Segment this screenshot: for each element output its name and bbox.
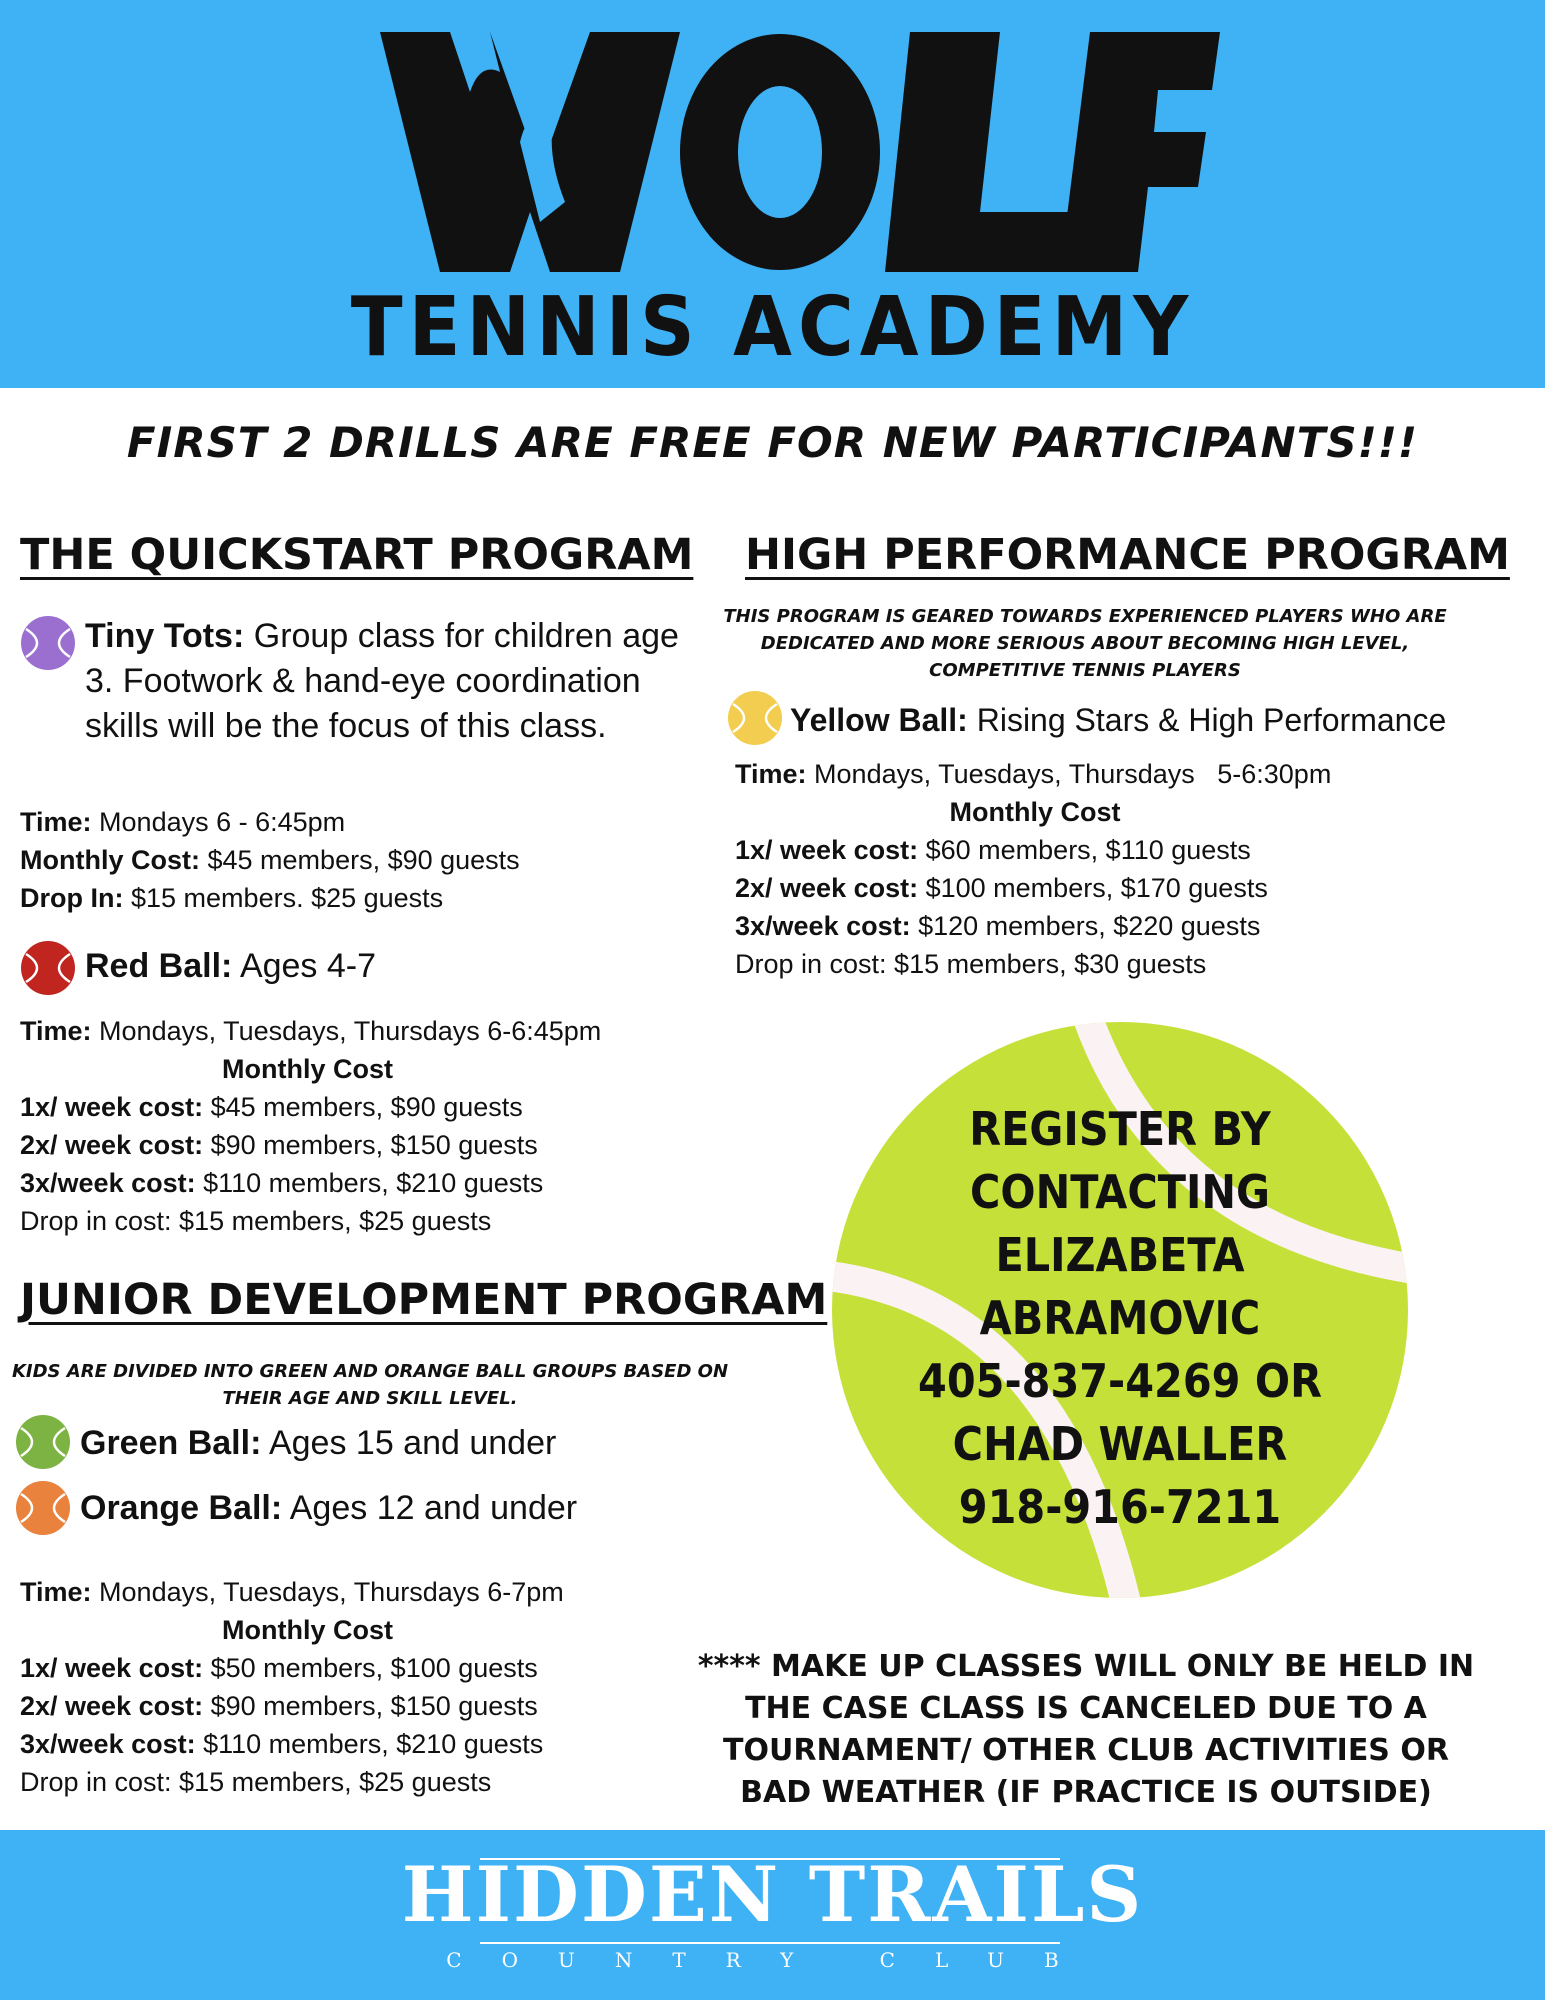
register-line: CONTACTING: [970, 1165, 1270, 1219]
time-value: Mondays, Tuesdays, Thursdays 6-7pm: [99, 1577, 564, 1607]
red-ball-desc: [85, 944, 376, 989]
orange-ball-desc: [80, 1486, 577, 1531]
tiny-tots-dropin-row: [20, 879, 520, 917]
register-line: CHAD WALLER: [952, 1417, 1288, 1471]
club-subtitle: COUNTRY CLUB: [446, 1948, 1099, 1972]
red-ball-icon: [20, 940, 76, 996]
dropin-row: Drop in cost: $15 members, $30 guests: [735, 949, 1207, 979]
orange-ball-name: Orange Ball:: [80, 1489, 283, 1527]
register-phone: 405-837-4269 OR: [918, 1354, 1322, 1408]
cost-label: 3x/week cost:: [735, 911, 911, 941]
time-label: Time:: [20, 807, 92, 837]
time-label: Time:: [20, 1016, 92, 1046]
high-performance-note: THIS PROGRAM IS GEARED TOWARDS EXPERIENCED PLAYERS WHO ARE DEDICATED AND MORE SERIOUS ABOUT BECOMING HIGH LEVEL, COMPETITIVE TENNIS PLAYERS: [723, 606, 1447, 681]
tiny-tots-details: [20, 803, 520, 917]
time-label: Time:: [735, 759, 807, 789]
monthly-value: $45 members, $90 guests: [207, 845, 520, 875]
cost-value: $100 members, $170 guests: [925, 873, 1268, 903]
cost-row-3x: [20, 1164, 755, 1202]
cost-value: $45 members, $90 guests: [210, 1092, 523, 1122]
cost-label: 2x/ week cost:: [735, 873, 919, 903]
wolf-logo: [380, 22, 1220, 282]
time-value: Mondays, Tuesdays, Thursdays 6-6:45pm: [99, 1016, 602, 1046]
junior-note: KIDS ARE DIVIDED INTO GREEN AND ORANGE BALL GROUPS BASED ON THEIR AGE AND SKILL LEVEL.: [11, 1361, 729, 1409]
cost-row-3x: [735, 907, 1455, 945]
cost-row-3x: [20, 1725, 755, 1763]
cost-value: $110 members, $210 guests: [203, 1168, 544, 1198]
cost-label: 3x/week cost:: [20, 1168, 196, 1198]
register-phone: 918-916-7211: [958, 1480, 1282, 1534]
purple-ball-icon: [20, 615, 76, 671]
tiny-tots-monthly-row: [20, 841, 520, 879]
red-ball-name: Red Ball:: [85, 947, 233, 985]
junior-details: [20, 1573, 755, 1801]
green-ball-text: Ages 15 and under: [268, 1424, 557, 1462]
cost-label: 1x/ week cost:: [20, 1653, 204, 1683]
register-line: ABRAMOVIC: [979, 1291, 1261, 1345]
junior-time-row: [20, 1573, 755, 1611]
tiny-tots-name: Tiny Tots:: [85, 617, 245, 655]
cost-value: $90 members, $150 guests: [210, 1130, 538, 1160]
cost-label: 3x/week cost:: [20, 1729, 196, 1759]
monthly-label: Monthly Cost:: [20, 845, 200, 875]
register-line: ELIZABETA: [995, 1228, 1245, 1282]
cost-value: $50 members, $100 guests: [210, 1653, 538, 1683]
register-contact: [886, 1098, 1354, 1539]
high-performance-title: HIGH PERFORMANCE PROGRAM: [745, 530, 1510, 580]
high-performance-details: [735, 755, 1455, 983]
dropin-row: Drop in cost: $15 members, $25 guests: [20, 1767, 492, 1797]
yellow-ball-name: Yellow Ball:: [790, 702, 968, 738]
monthly-cost-heading: Monthly Cost: [949, 797, 1121, 827]
cost-row-1x: [20, 1649, 755, 1687]
orange-ball-icon: [15, 1480, 71, 1536]
monthly-cost-heading: Monthly Cost: [222, 1054, 393, 1084]
green-ball-icon: [15, 1414, 71, 1470]
academy-title: TENNIS ACADEMY: [350, 278, 1195, 375]
time-value: Mondays, Tuesdays, Thursdays 5-6:30pm: [814, 759, 1332, 789]
yellow-ball-text: Rising Stars & High Performance: [976, 702, 1447, 738]
tiny-tots-time-row: [20, 803, 520, 841]
cost-label: 1x/ week cost:: [735, 835, 919, 865]
yellow-ball-icon: [727, 690, 783, 746]
cost-label: 1x/ week cost:: [20, 1092, 204, 1122]
green-ball-desc: [80, 1421, 556, 1466]
junior-title: JUNIOR DEVELOPMENT PROGRAM: [20, 1275, 828, 1325]
cost-label: 2x/ week cost:: [20, 1691, 204, 1721]
dropin-label: Drop In:: [20, 883, 124, 913]
time-label: Time:: [20, 1577, 92, 1607]
free-drills-banner: FIRST 2 DRILLS ARE FREE FOR NEW PARTICIPANTS!!!: [126, 418, 1419, 467]
hp-time-row: [735, 755, 1455, 793]
club-name: HIDDEN TRAILS: [401, 1850, 1144, 1939]
register-line: REGISTER BY: [969, 1102, 1271, 1156]
tiny-tots-desc: [85, 614, 685, 749]
red-ball-text: Ages 4-7: [239, 947, 377, 985]
dropin-value: $15 members. $25 guests: [131, 883, 444, 913]
time-value: Mondays 6 - 6:45pm: [99, 807, 346, 837]
tiny-tots-text: Group class for children age 3. Footwork & hand-eye coordination skills will be the focus of this class.: [85, 617, 679, 745]
monthly-cost-heading: Monthly Cost: [222, 1615, 393, 1645]
yellow-ball-desc: [790, 698, 1446, 743]
red-ball-time-row: [20, 1012, 755, 1050]
red-ball-details: [20, 1012, 755, 1240]
header-banner: [0, 0, 1545, 388]
dropin-row: Drop in cost: $15 members, $25 guests: [20, 1206, 492, 1236]
cost-value: $90 members, $150 guests: [210, 1691, 538, 1721]
orange-ball-text: Ages 12 and under: [289, 1489, 578, 1527]
club-rule-bottom: [480, 1942, 1060, 1944]
cost-value: $60 members, $110 guests: [925, 835, 1251, 865]
cost-row-1x: [20, 1088, 755, 1126]
cost-row-2x: [20, 1687, 755, 1725]
makeup-classes-note: **** MAKE UP CLASSES WILL ONLY BE HELD IN THE CASE CLASS IS CANCELED DUE TO A TOURNAMENT/ OTHER CLUB ACTIVITIES OR BAD WEATHER (IF PRACTICE IS OUTSIDE): [697, 1649, 1475, 1810]
cost-row-2x: [735, 869, 1455, 907]
green-ball-name: Green Ball:: [80, 1424, 262, 1462]
cost-value: $110 members, $210 guests: [203, 1729, 544, 1759]
quickstart-title: THE QUICKSTART PROGRAM: [20, 530, 694, 580]
cost-label: 2x/ week cost:: [20, 1130, 204, 1160]
cost-value: $120 members, $220 guests: [918, 911, 1261, 941]
cost-row-1x: [735, 831, 1455, 869]
cost-row-2x: [20, 1126, 755, 1164]
